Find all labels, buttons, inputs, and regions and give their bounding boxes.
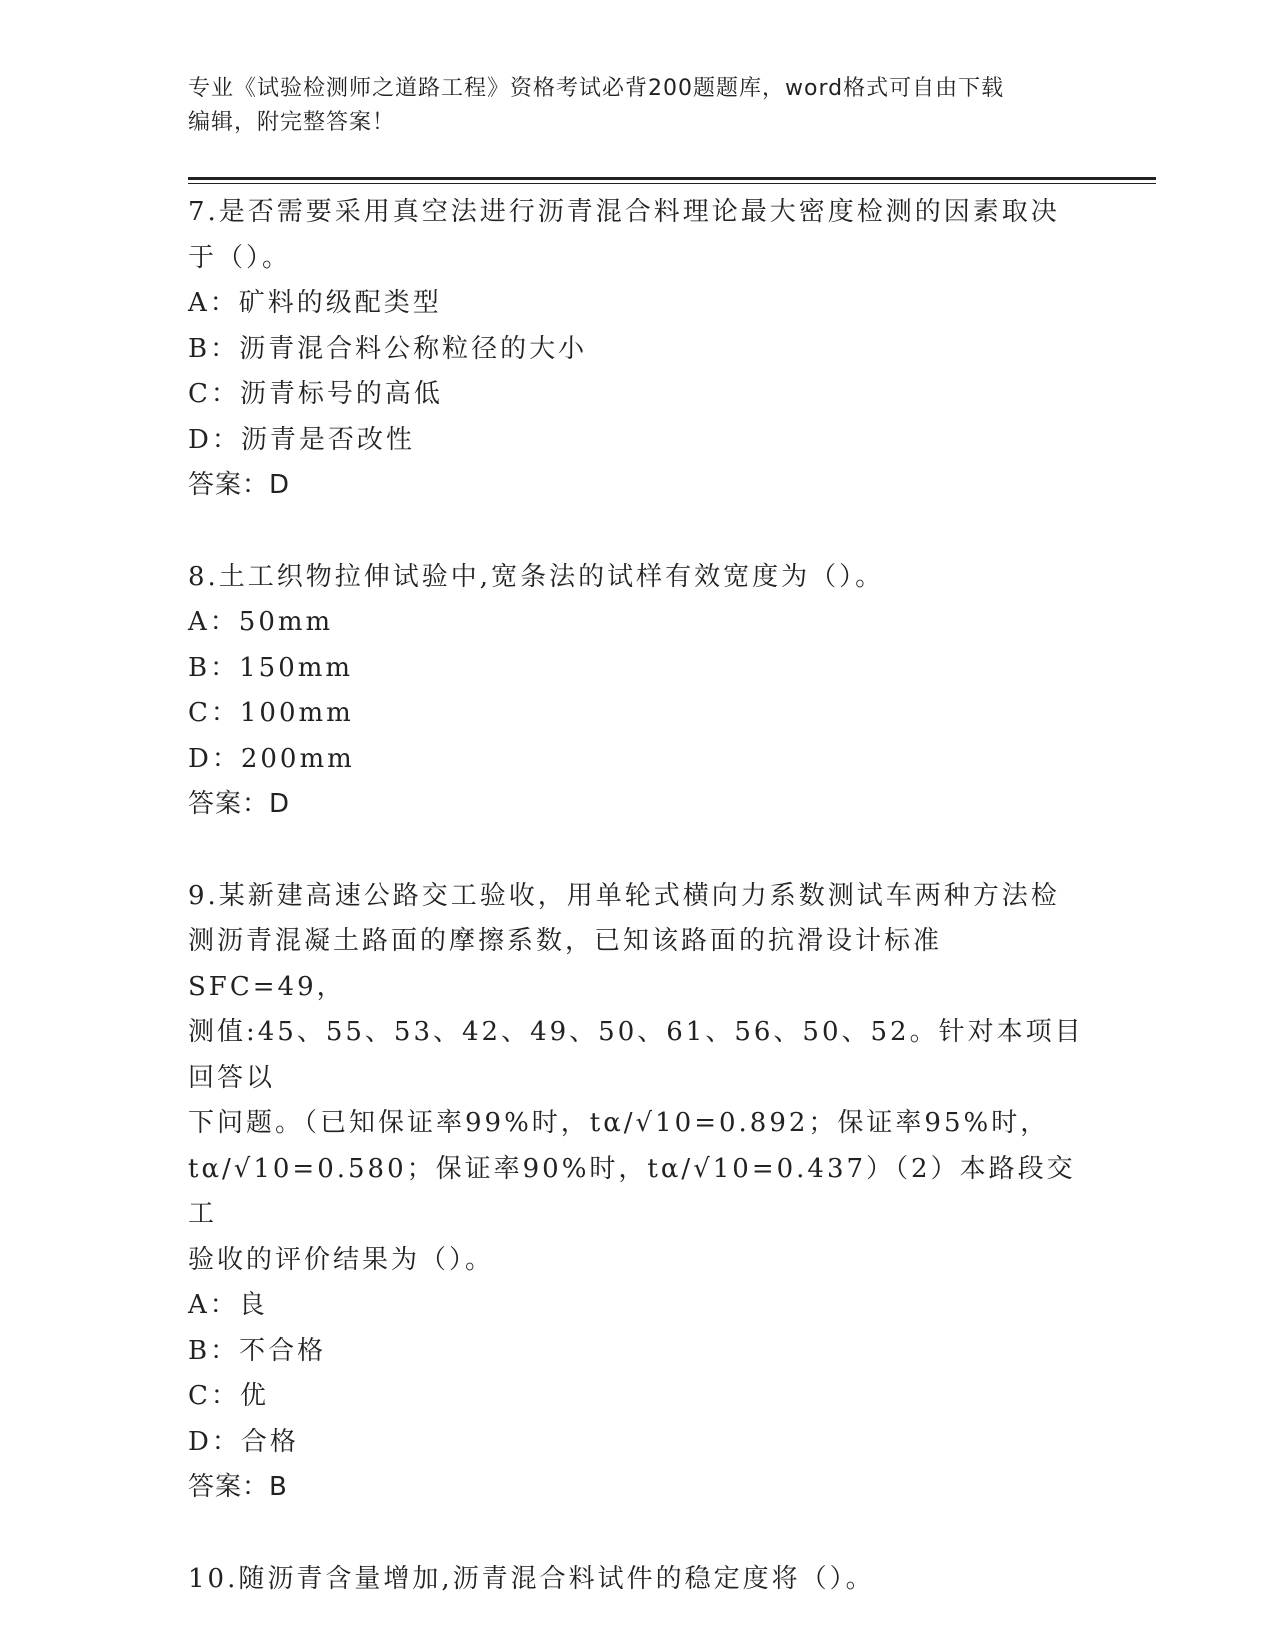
question-stem-line: 8.土工织物拉伸试验中,宽条法的试样有效宽度为（）。 <box>188 561 885 592</box>
option-c: C：沥青标号的高低 <box>188 379 443 409</box>
answer: 答案：D <box>188 789 291 819</box>
option-a: A：矿料的级配类型 <box>188 288 442 318</box>
header-line-1: 专业《试验检测师之道路工程》资格考试必背200题题库，word格式可自由下载 <box>188 76 1005 101</box>
question-7 <box>188 190 1088 509</box>
header-line-2: 编辑，附完整答案！ <box>188 110 396 135</box>
option-b: B：不合格 <box>188 1335 327 1366</box>
option-b: B：沥青混合料公称粒径的大小 <box>188 333 588 364</box>
question-8 <box>188 555 1088 828</box>
question-stem-line: tα/√10=0.580；保证率90%时，tα/√10=0.437）（2）本路段交工 <box>188 1153 1076 1229</box>
option-d: D：合格 <box>188 1426 299 1457</box>
question-stem-line: 测值:45、55、53、42、49、50、61、56、50、52。针对本项目回答以 <box>188 1017 1084 1093</box>
question-stem-line: 验收的评价结果为（）。 <box>188 1244 495 1275</box>
question-stem-line: 于（）。 <box>188 242 292 273</box>
header-rule-thin <box>188 183 1156 184</box>
option-a: A：良 <box>188 1290 268 1320</box>
question-list <box>188 190 1088 1602</box>
option-b: B：150mm <box>188 652 354 683</box>
question-stem-line: 9.某新建高速公路交工验收，用单轮式横向力系数测试车两种方法检 <box>188 880 1060 911</box>
answer: 答案：B <box>188 1472 288 1502</box>
question-9 <box>188 874 1088 1511</box>
document-header <box>188 72 1068 140</box>
question-stem-line: 测沥青混凝土路面的摩擦系数，已知该路面的抗滑设计标准SFC=49， <box>188 926 943 1002</box>
option-d: D：沥青是否改性 <box>188 424 415 455</box>
question-stem-line: 10.随沥青含量增加,沥青混合料试件的稳定度将（）。 <box>188 1563 875 1594</box>
option-a: A：50mm <box>188 607 334 637</box>
header-rule-thick <box>188 177 1156 180</box>
option-c: C：100mm <box>188 698 354 728</box>
question-stem-line: 7.是否需要采用真空法进行沥青混合料理论最大密度检测的因素取决 <box>188 197 1060 227</box>
answer: 答案：D <box>188 470 291 500</box>
question-stem-line: 下问题。（已知保证率99%时，tα/√10=0.892；保证率95%时， <box>188 1108 1050 1138</box>
option-c: C：优 <box>188 1381 269 1411</box>
option-d: D：200mm <box>188 743 355 774</box>
question-10 <box>188 1557 1088 1603</box>
